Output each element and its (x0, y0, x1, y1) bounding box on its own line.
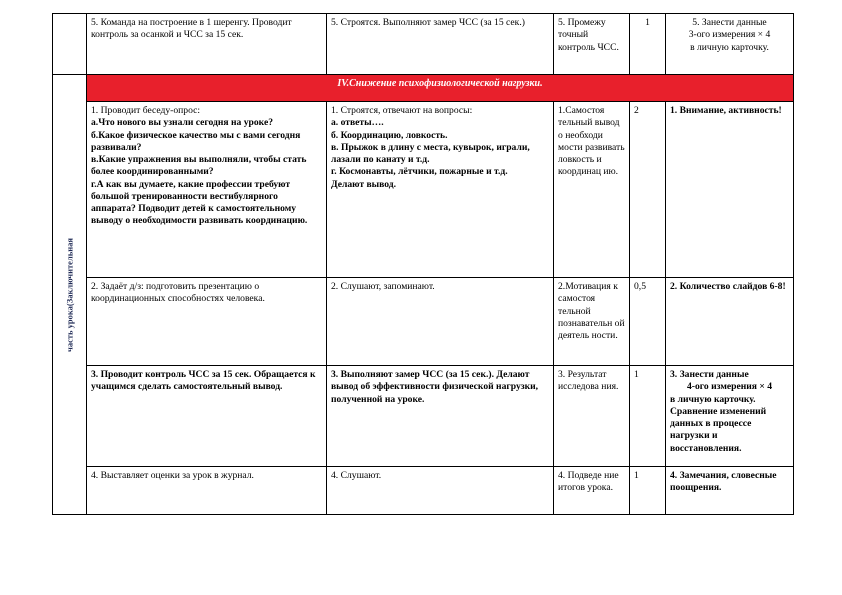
teacher-activity-text: 3. Проводит контроль ЧСС за 15 сек. Обращается к учащимся сделать самостоятельный вывод. (91, 369, 316, 393)
note-line: в личную карточку. Сравнение изменений данных в процессе нагрузки и восстановления. (670, 393, 767, 454)
teacher-line: 1. Проводит беседу-опрос: (91, 105, 201, 116)
table-row (53, 366, 794, 467)
teacher-activity-cell (87, 467, 327, 515)
note-line: 3-ого измерения × 4 (688, 29, 771, 41)
student-activity-cell (327, 467, 554, 515)
note-cell (666, 278, 794, 366)
result-cell (554, 102, 630, 278)
time-cell (630, 102, 666, 278)
note-text: 4. Замечания, словесные поощрения. (670, 470, 777, 494)
teacher-activity-text: 4. Выставляет оценки за урок в журнал. (91, 470, 254, 481)
note-cell (666, 366, 794, 467)
table-row (53, 102, 794, 278)
student-answer: г. Космонавты, лётчики, пожарные и т.д. (331, 166, 508, 178)
note-text: 2. Количество слайдов 6-8! (670, 281, 786, 292)
teacher-activity-text: 2. Задаёт д/з: подготовить презентацию о координационных способностях человека. (91, 281, 265, 305)
teacher-activity-cell (87, 278, 327, 366)
result-cell (554, 366, 630, 467)
student-answer: б. Координацию, ловкость. (331, 129, 448, 141)
time-text: 1 (634, 470, 639, 481)
stage-side-cell (53, 75, 87, 515)
stage-title: IV.Снижение психофизиологической нагрузки. (87, 75, 794, 102)
result-cell (554, 14, 630, 75)
student-answer: Делают вывод. (331, 178, 397, 190)
note-line: 4-ого измерения × 4 (686, 381, 773, 393)
result-text: 1.Самостоя тельный вывод о необходи мости развивать ловкость и координац ию. (558, 105, 625, 178)
time-text: 0,5 (634, 281, 646, 292)
note-line: 3. Занести данные (670, 369, 749, 380)
student-answer: в. Прыжок в длину с места, кувырок, играли, лазали по канату и т.д. (331, 141, 530, 166)
result-text: 4. Подведе ние итогов урока. (558, 470, 619, 494)
teacher-question: б.Какое физическое качество мы с вами сегодня развивали? (91, 129, 301, 153)
teacher-activity-cell (87, 366, 327, 467)
table-row (53, 467, 794, 515)
student-answer: а. ответы…. (331, 117, 384, 129)
stage-header-row (53, 75, 794, 102)
note-cell (666, 102, 794, 278)
note-line: 5. Занести данные (692, 17, 767, 28)
lesson-plan-table (52, 13, 794, 515)
teacher-activity-text: 5. Команда на построение в 1 шеренгу. Проводит контроль за осанкой и ЧСС за 15 сек. (91, 17, 292, 41)
time-cell (630, 14, 666, 75)
time-cell (630, 278, 666, 366)
student-activity-text: 3. Выполняют замер ЧСС (за 15 сек.). Делают вывод об эффективности физической нагрузки, полученной на уроке. (331, 369, 539, 405)
result-cell (554, 278, 630, 366)
student-activity-text: 4. Слушают. (331, 470, 382, 481)
stage-side-label: часть урока(Заключительная (64, 237, 75, 352)
student-activity-cell (327, 366, 554, 467)
result-cell (554, 467, 630, 515)
student-activity-text: 2. Слушают, запоминают. (331, 281, 435, 292)
table-row (53, 278, 794, 366)
teacher-activity-cell (87, 102, 327, 278)
result-text: 5. Промежу точный контроль ЧСС. (558, 17, 619, 53)
time-cell (630, 467, 666, 515)
time-text: 1 (634, 369, 639, 380)
note-text: 1. Внимание, активность! (670, 105, 782, 116)
note-line: в личную карточку. (690, 41, 769, 53)
result-text: 2.Мотивация к самостоя тельной познавательн ой деятель ности. (558, 281, 625, 342)
teacher-activity-cell (87, 14, 327, 75)
side-cell-top (53, 14, 87, 75)
time-cell (630, 366, 666, 467)
note-cell (666, 467, 794, 515)
teacher-question: в.Какие упражнения вы выполняли, чтобы стать более координированными? (91, 154, 307, 178)
result-text: 3. Результат исследова ния. (558, 369, 619, 393)
student-line: 1. Строятся, отвечают на вопросы: (331, 105, 473, 116)
student-activity-text: 5. Строятся. Выполняют замер ЧСС (за 15 сек.) (331, 17, 525, 28)
time-text: 1 (645, 17, 650, 28)
student-activity-cell (327, 102, 554, 278)
teacher-question: г.А как вы думаете, какие профессии требуют большой тренированности вестибулярного аппарата? Подводит детей к самостоятельному выводу о необходимости развивать координацию. (91, 178, 308, 227)
table-row (53, 14, 794, 75)
teacher-question: а.Что нового вы узнали сегодня на уроке? (91, 117, 274, 129)
time-text: 2 (634, 105, 639, 116)
student-activity-cell (327, 278, 554, 366)
student-activity-cell (327, 14, 554, 75)
note-cell (666, 14, 794, 75)
